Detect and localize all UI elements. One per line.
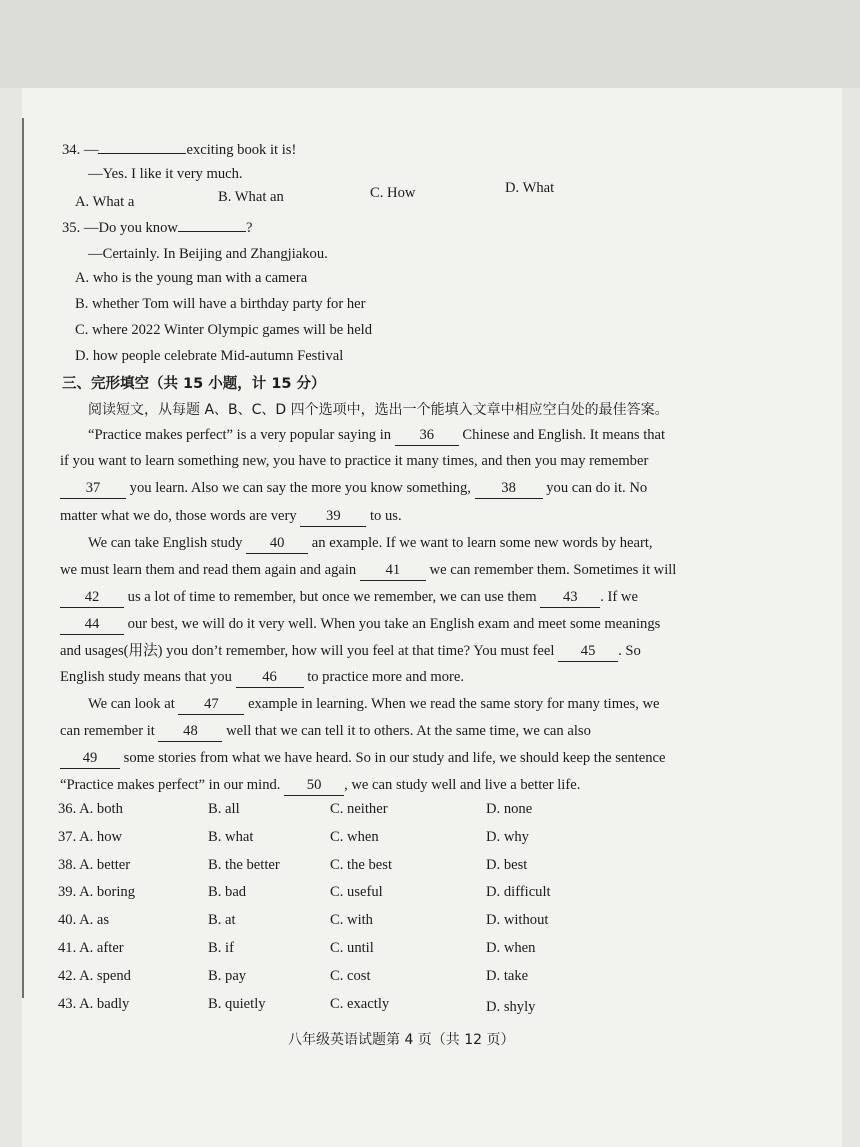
question-34-stem: 34. — exciting book it is! — [62, 142, 297, 158]
answer-option[interactable]: 43. A. badly — [58, 995, 130, 1012]
answer-option[interactable]: B. if — [208, 940, 234, 956]
answer-option[interactable]: C. exactly — [330, 995, 390, 1012]
question-34-option-d[interactable]: D. What — [505, 180, 555, 196]
answer-option[interactable]: 42. A. spend — [58, 967, 131, 984]
section-instruction: 阅读短文，从每题 A、B、C、D 四个选项中，选出一个能填入文章中相应空白处的最佳答案。 — [88, 402, 669, 418]
answer-option[interactable]: C. the best — [330, 856, 393, 873]
answer-option[interactable]: B. bad — [208, 884, 247, 901]
question-35-option-b[interactable]: B. whether Tom will have a birthday party for her — [75, 296, 366, 312]
answer-option[interactable]: B. all — [208, 801, 240, 817]
answer-option[interactable]: C. until — [330, 940, 374, 956]
question-35-stem: 35. —Do you know ? — [62, 220, 253, 236]
passage-line-3: 37 you learn. Also we can say the more you know something, 38 you can do it. No — [60, 478, 647, 499]
answer-option[interactable]: B. what — [208, 828, 254, 845]
blank-47[interactable]: 47 — [178, 694, 244, 715]
passage-line-14: “Practice makes perfect” in our mind. 50 , we can study well and live a better life. — [60, 775, 580, 796]
question-35-option-a[interactable]: A. who is the young man with a camera — [75, 270, 308, 286]
passage-line-13: 49 some stories from what we have heard. So in our study and life, we should keep the sentence — [60, 748, 666, 769]
passage-line-6: we must learn them and read them again and again 41 we can remember them. Sometimes it will — [60, 560, 676, 581]
blank-48[interactable]: 48 — [158, 721, 222, 742]
answer-option[interactable]: D. best — [486, 856, 528, 873]
answer-option[interactable]: D. without — [486, 912, 549, 929]
section-title: 三、完形填空（共 15 小题，计 15 分） — [62, 376, 326, 392]
blank-46[interactable]: 46 — [236, 667, 304, 688]
blank-44[interactable]: 44 — [60, 614, 124, 635]
answer-option[interactable]: B. the better — [208, 856, 280, 873]
question-35-option-d[interactable]: D. how people celebrate Mid-autumn Festival — [75, 348, 344, 364]
passage-line-1: “Practice makes perfect” is a very popular saying in 36 Chinese and English. It means that — [88, 425, 665, 446]
passage-line-9: and usages(用法) you don’t remember, how will you feel at that time? You must feel 45 . So — [60, 641, 641, 662]
blank-39[interactable]: 39 — [300, 506, 366, 527]
question-34-option-a[interactable]: A. What a — [75, 194, 135, 210]
answer-option[interactable]: 36. A. both — [58, 801, 123, 817]
question-35-reply: —Certainly. In Beijing and Zhangjiakou. — [88, 246, 328, 262]
blank-36[interactable]: 36 — [395, 425, 459, 446]
page-footer: 八年级英语试题第 4 页（共 12 页） — [288, 1032, 515, 1048]
answer-option[interactable]: 39. A. boring — [58, 884, 136, 901]
answer-option[interactable]: 38. A. better — [58, 856, 131, 873]
passage-line-2: if you want to learn something new, you have to practice it many times, and then you may remember — [60, 453, 649, 469]
passage-line-8: 44 our best, we will do it very well. When you take an English exam and meet some meanings — [60, 614, 660, 635]
question-34-option-c[interactable]: C. How — [370, 185, 416, 201]
blank-42[interactable]: 42 — [60, 587, 124, 608]
passage-line-11: We can look at 47 example in learning. When we read the same story for many times, we — [88, 694, 660, 715]
page-fold-line — [22, 118, 24, 998]
answer-option[interactable]: D. when — [486, 940, 536, 956]
question-34-option-b[interactable]: B. What an — [218, 189, 284, 205]
answer-option[interactable]: B. pay — [208, 967, 247, 984]
answer-option[interactable]: 40. A. as — [58, 912, 110, 929]
blank-38[interactable]: 38 — [475, 478, 543, 499]
blank-50[interactable]: 50 — [284, 775, 344, 796]
answer-option[interactable]: D. take — [486, 967, 529, 984]
answer-option[interactable]: C. useful — [330, 884, 383, 901]
answer-option[interactable]: D. shyly — [486, 998, 536, 1015]
answer-option[interactable]: D. difficult — [486, 884, 551, 901]
blank-40[interactable]: 40 — [246, 533, 308, 554]
passage-line-7: 42 us a lot of time to remember, but once we remember, we can use them 43 . If we — [60, 587, 638, 608]
answer-option[interactable]: 37. A. how — [58, 828, 123, 845]
question-35-option-c[interactable]: C. where 2022 Winter Olympic games will be held — [75, 322, 373, 338]
question-34-reply: —Yes. I like it very much. — [88, 166, 243, 182]
passage-line-12: can remember it 48 well that we can tell it to others. At the same time, we can also — [60, 721, 591, 742]
passage-line-4: matter what we do, those words are very 39 to us. — [60, 506, 402, 527]
answer-option[interactable]: C. neither — [330, 801, 388, 817]
passage-line-10: English study means that you 46 to practice more and more. — [60, 667, 464, 688]
answer-option[interactable]: B. at — [208, 912, 236, 929]
answer-option[interactable]: C. when — [330, 828, 379, 845]
blank-43[interactable]: 43 — [540, 587, 600, 608]
blank-41[interactable]: 41 — [360, 560, 426, 581]
answer-option[interactable]: C. cost — [330, 967, 371, 984]
answer-option[interactable]: D. why — [486, 828, 529, 845]
background-edge — [0, 0, 860, 88]
blank-37[interactable]: 37 — [60, 478, 126, 499]
answer-option[interactable]: B. quietly — [208, 995, 266, 1012]
answer-option[interactable]: C. with — [330, 912, 373, 929]
answer-option[interactable]: D. none — [486, 801, 533, 817]
blank-45[interactable]: 45 — [558, 641, 618, 662]
passage-line-5: We can take English study 40 an example. If we want to learn some new words by heart, — [88, 533, 653, 554]
blank-49[interactable]: 49 — [60, 748, 120, 769]
answer-option[interactable]: 41. A. after — [58, 940, 124, 956]
